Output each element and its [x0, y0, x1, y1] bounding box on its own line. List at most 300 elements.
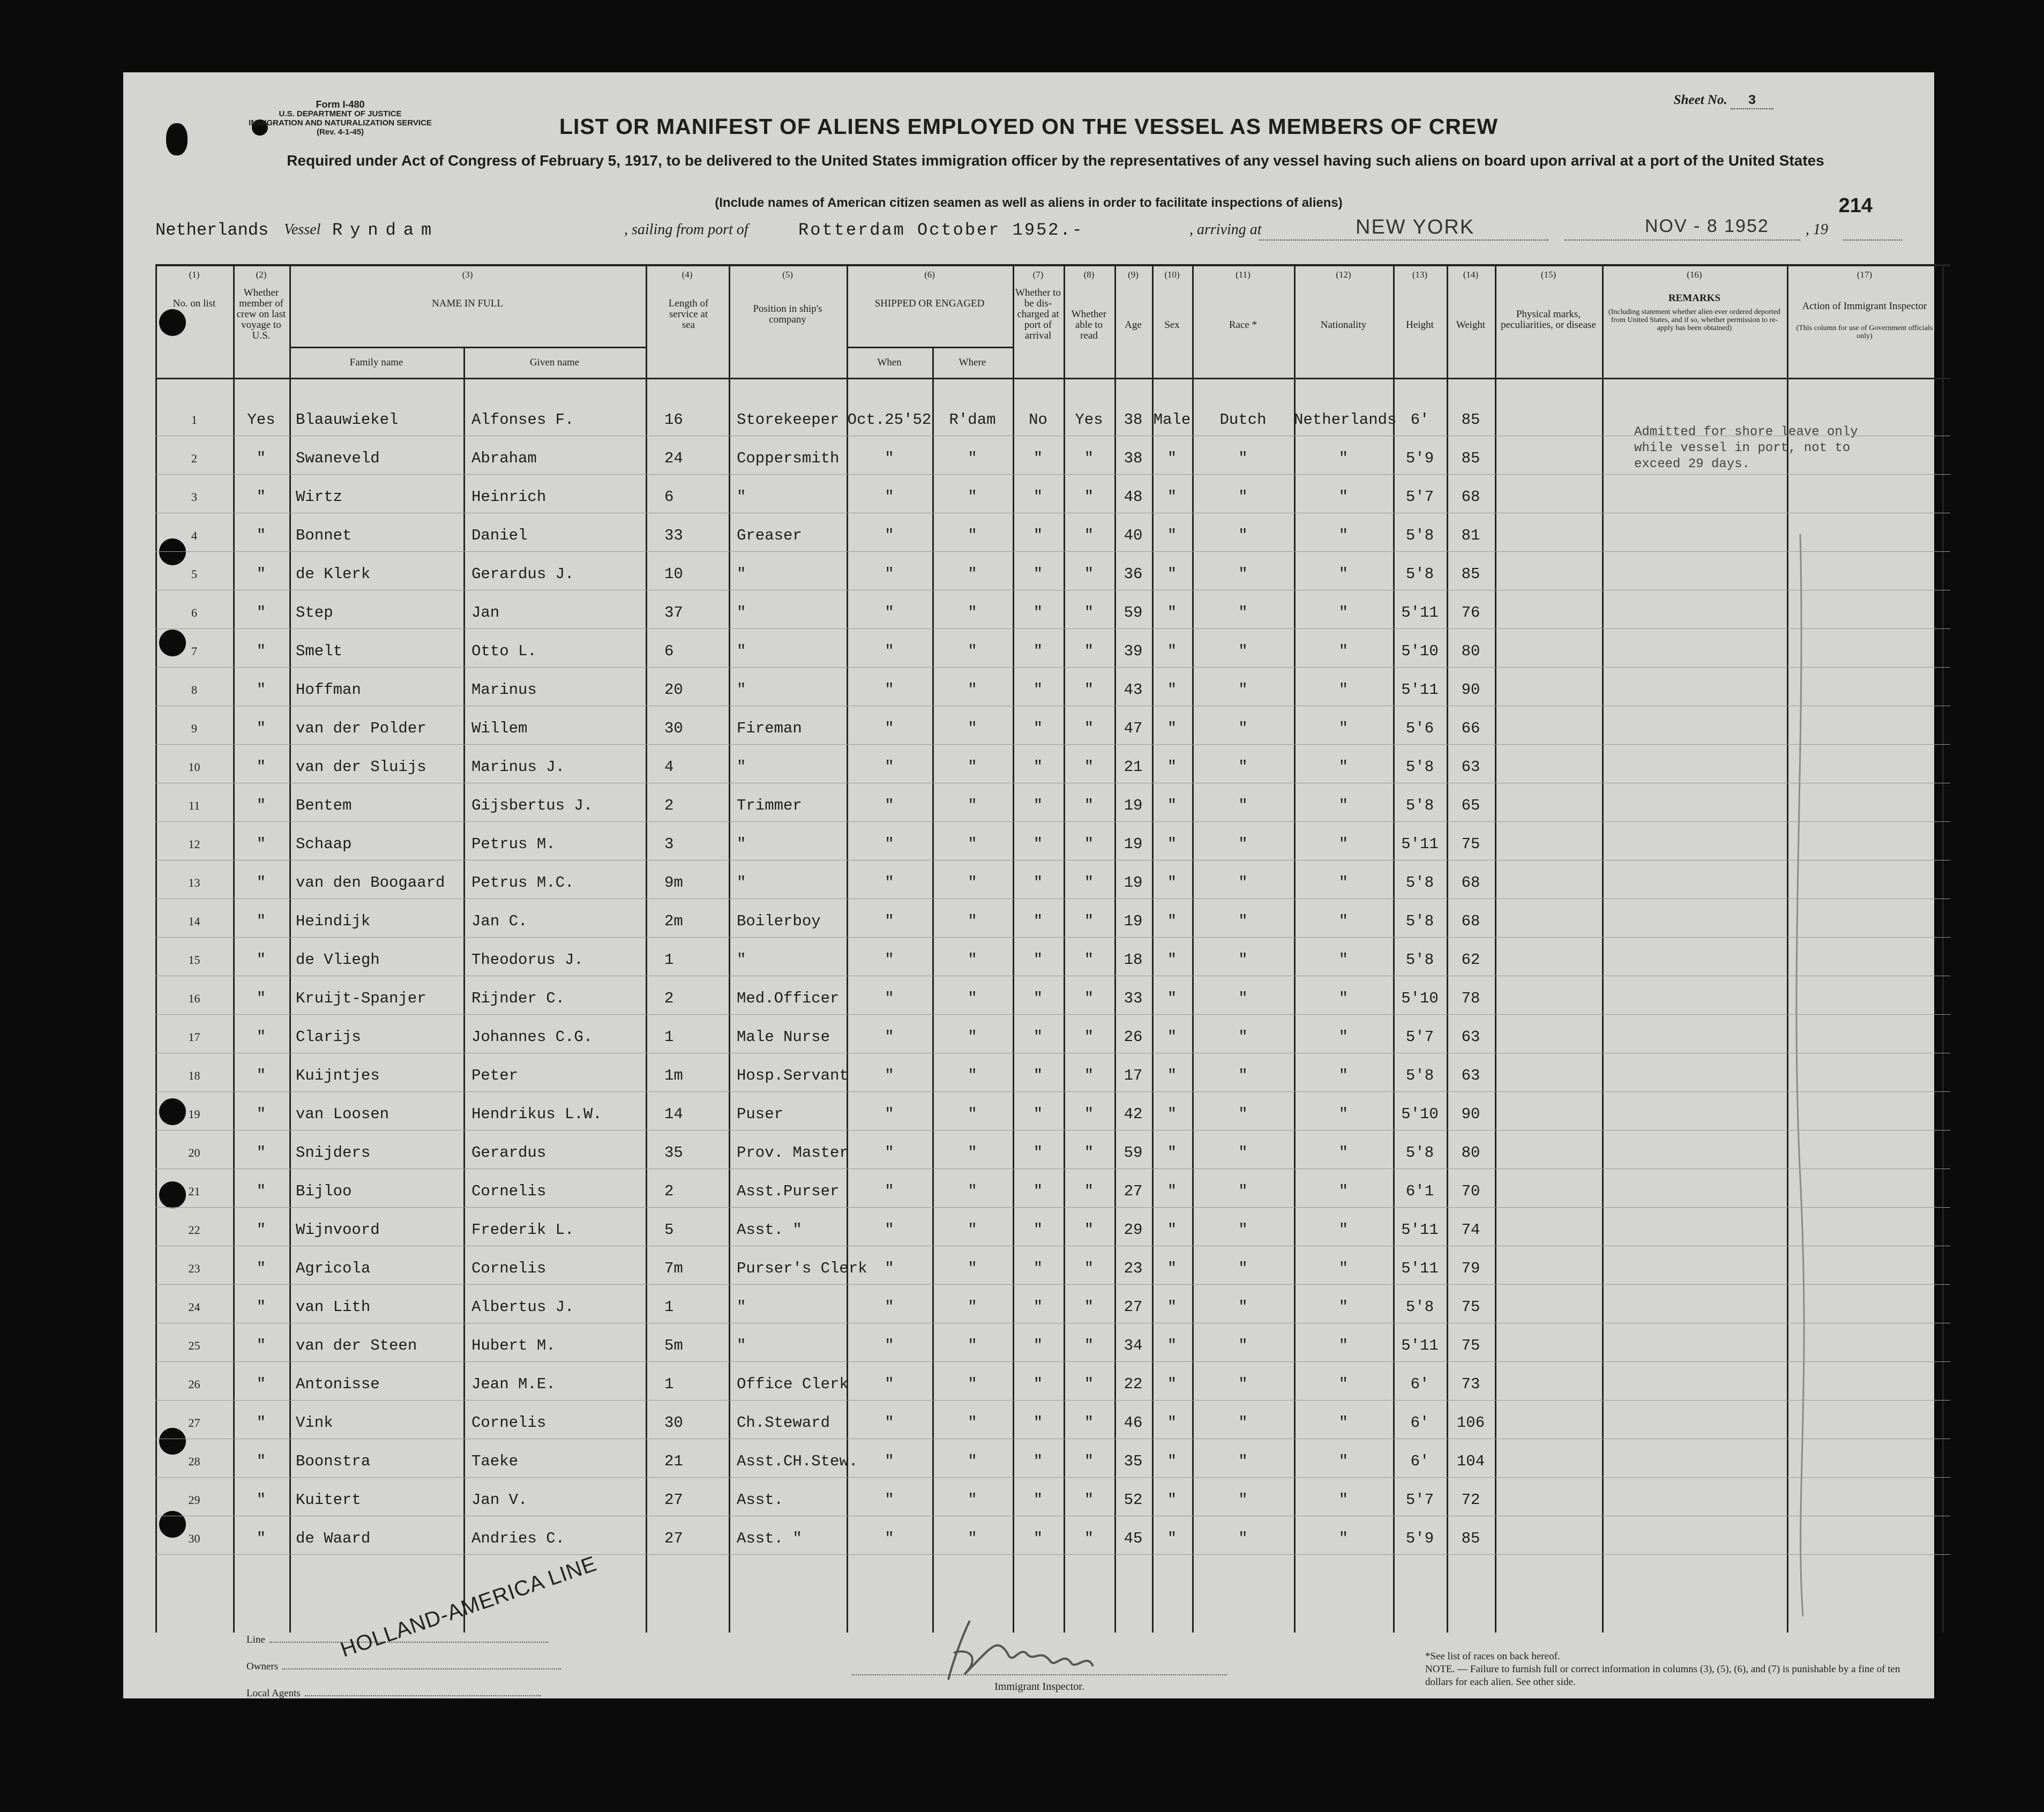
- cell-height: 5'7: [1405, 1491, 1434, 1509]
- cell-weight: 90: [1461, 1105, 1480, 1123]
- cell-service: 2: [664, 797, 674, 814]
- cell-position: ": [737, 758, 746, 776]
- cell-nat: ": [1338, 681, 1349, 699]
- cell-no: 10: [188, 760, 200, 774]
- col-num: (13): [1412, 269, 1428, 280]
- cell-given: Frederik L.: [471, 1221, 574, 1239]
- cell-read: ": [1084, 1144, 1094, 1162]
- cell-family: de Vliegh: [296, 951, 380, 969]
- cell-height: 5'11: [1401, 1337, 1439, 1354]
- cell-no: 25: [188, 1339, 200, 1352]
- cell-member: ": [256, 1067, 266, 1084]
- cell-disch: ": [1033, 1414, 1043, 1432]
- cell-family: Bijloo: [296, 1182, 352, 1200]
- cell-weight: 106: [1456, 1414, 1485, 1432]
- cell-height: 5'8: [1405, 527, 1434, 544]
- col-num: (9): [1128, 269, 1139, 280]
- cell-no: 19: [188, 1107, 200, 1121]
- cell-member: ": [256, 1491, 266, 1509]
- cell-sex: ": [1167, 835, 1177, 853]
- cell-race: ": [1238, 604, 1248, 622]
- cell-weight: 85: [1461, 450, 1480, 467]
- cell-position: Hosp.Servant: [737, 1067, 849, 1084]
- cell-family: Swaneveld: [296, 450, 380, 467]
- cell-sex: ": [1167, 1182, 1177, 1200]
- cell-service: 35: [664, 1144, 683, 1162]
- cell-read: ": [1084, 681, 1094, 699]
- cell-where: ": [968, 1260, 977, 1277]
- cell-position: Coppersmith: [737, 450, 840, 467]
- cell-race: ": [1238, 1105, 1248, 1123]
- cell-disch: ": [1033, 1452, 1043, 1470]
- row-rule: [155, 667, 1950, 668]
- cell-no: 20: [188, 1146, 200, 1159]
- cell-race: ": [1238, 1491, 1248, 1509]
- cell-no: 15: [188, 953, 200, 967]
- cell-nat: ": [1338, 1260, 1349, 1277]
- cell-age: 19: [1124, 874, 1143, 892]
- cell-when: ": [885, 758, 894, 776]
- cell-nat: ": [1338, 1298, 1349, 1316]
- cell-weight: 81: [1461, 527, 1480, 544]
- cell-nat: ": [1338, 835, 1349, 853]
- cell-sex: ": [1167, 1260, 1177, 1277]
- row-rule: [155, 1400, 1950, 1401]
- cell-race: ": [1238, 1182, 1248, 1200]
- cell-where: ": [968, 1067, 977, 1084]
- cell-where: ": [968, 488, 977, 506]
- cell-position: Prov. Master: [737, 1144, 849, 1162]
- cell-race: ": [1238, 488, 1248, 506]
- cell-sex: ": [1167, 642, 1177, 660]
- document-title: LIST OR MANIFEST OF ALIENS EMPLOYED ON THE VESSEL AS MEMBERS OF CREW: [559, 114, 1499, 139]
- cell-service: 1m: [664, 1067, 683, 1084]
- cell-when: ": [885, 527, 894, 544]
- owners-label: Owners: [246, 1661, 279, 1672]
- cell-read: ": [1084, 797, 1094, 814]
- cell-disch: ": [1033, 1105, 1043, 1123]
- cell-height: 5'8: [1405, 1298, 1434, 1316]
- row-rule: [155, 1284, 1950, 1285]
- cell-race: ": [1238, 835, 1248, 853]
- cell-race: ": [1238, 1414, 1248, 1432]
- cell-family: Schaap: [296, 835, 352, 853]
- cell-nat: ": [1338, 951, 1349, 969]
- cell-read: ": [1084, 1491, 1094, 1509]
- cell-weight: 63: [1461, 1067, 1480, 1084]
- cell-where: ": [968, 604, 977, 622]
- cell-read: ": [1084, 1221, 1094, 1239]
- cell-service: 27: [664, 1530, 683, 1547]
- cell-read: ": [1084, 1298, 1094, 1316]
- cell-read: ": [1084, 1067, 1094, 1084]
- sheet-value: 3: [1731, 93, 1773, 109]
- cell-race: ": [1238, 1028, 1248, 1046]
- cell-age: 47: [1124, 720, 1143, 737]
- cell-service: 6: [664, 488, 674, 506]
- cell-service: 6: [664, 642, 674, 660]
- cell-when: ": [885, 1221, 894, 1239]
- col-num: (7): [1032, 269, 1044, 280]
- cell-nat: ": [1338, 1028, 1349, 1046]
- cell-weight: 79: [1461, 1260, 1480, 1277]
- cell-no: 12: [188, 837, 200, 851]
- cell-weight: 68: [1461, 488, 1480, 506]
- immigrant-inspector-label: Immigrant Inspector.: [852, 1674, 1227, 1693]
- header-able-read: Whether able to read: [1071, 309, 1107, 341]
- col-num: (17): [1856, 269, 1873, 280]
- cell-where: ": [968, 951, 977, 969]
- cell-family: Agricola: [296, 1260, 371, 1277]
- cell-service: 14: [664, 1105, 683, 1123]
- cell-read: Yes: [1075, 411, 1103, 429]
- cell-where: ": [968, 912, 977, 930]
- cell-member: ": [256, 835, 266, 853]
- cell-disch: ": [1033, 1337, 1043, 1354]
- cell-height: 5'7: [1405, 488, 1434, 506]
- col-num: (11): [1236, 269, 1251, 280]
- cell-race: ": [1238, 990, 1248, 1007]
- cell-disch: ": [1033, 1067, 1043, 1084]
- cell-age: 17: [1124, 1067, 1143, 1084]
- cell-sex: ": [1167, 1221, 1177, 1239]
- cell-height: 5'8: [1405, 874, 1434, 892]
- cell-weight: 68: [1461, 874, 1480, 892]
- cell-given: Jan C.: [471, 912, 528, 930]
- cell-nat: ": [1338, 642, 1349, 660]
- cell-when: ": [885, 681, 894, 699]
- cell-when: ": [885, 1260, 894, 1277]
- cell-family: Heindijk: [296, 912, 371, 930]
- cell-service: 21: [664, 1452, 683, 1470]
- cell-family: Boonstra: [296, 1452, 371, 1470]
- cell-read: ": [1084, 1105, 1094, 1123]
- cell-no: 8: [191, 683, 197, 697]
- cell-race: Dutch: [1219, 411, 1267, 429]
- cell-age: 39: [1124, 642, 1143, 660]
- cell-given: Daniel: [471, 527, 528, 544]
- cell-weight: 74: [1461, 1221, 1480, 1239]
- cell-position: ": [737, 642, 746, 660]
- header-where: Where: [959, 357, 986, 368]
- cell-where: ": [968, 681, 977, 699]
- cell-weight: 68: [1461, 912, 1480, 930]
- cell-member: ": [256, 1144, 266, 1162]
- cell-service: 24: [664, 450, 683, 467]
- cell-race: ": [1238, 1144, 1248, 1162]
- cell-nat: ": [1338, 450, 1349, 467]
- cell-race: ": [1238, 874, 1248, 892]
- cell-given: Heinrich: [471, 488, 546, 506]
- cell-where: ": [968, 1144, 977, 1162]
- cell-when: ": [885, 990, 894, 1007]
- cell-disch: ": [1033, 797, 1043, 814]
- cell-height: 5'9: [1405, 450, 1434, 467]
- cell-position: ": [737, 874, 746, 892]
- cell-nat: ": [1338, 912, 1349, 930]
- cell-position: ": [737, 835, 746, 853]
- cell-service: 2: [664, 1182, 674, 1200]
- cell-nat: ": [1338, 874, 1349, 892]
- cell-height: 5'8: [1405, 565, 1434, 583]
- cell-position: Asst.Purser: [737, 1182, 840, 1200]
- cell-position: ": [737, 565, 746, 583]
- cell-sex: ": [1167, 1530, 1177, 1547]
- cell-family: van Lith: [296, 1298, 371, 1316]
- cell-nat: ": [1338, 1337, 1349, 1354]
- cell-read: ": [1084, 1375, 1094, 1393]
- cell-no: 1: [191, 413, 197, 426]
- cell-race: ": [1238, 912, 1248, 930]
- row-rule: [155, 744, 1950, 745]
- cell-height: 6': [1410, 1375, 1429, 1393]
- cell-height: 5'6: [1405, 720, 1434, 737]
- cell-sex: ": [1167, 912, 1177, 930]
- header-physical: Physical marks, peculiarities, or disease: [1501, 309, 1596, 331]
- cell-read: ": [1084, 1452, 1094, 1470]
- cell-no: 3: [191, 490, 197, 504]
- cell-read: ": [1084, 1530, 1094, 1547]
- cell-read: ": [1084, 1028, 1094, 1046]
- cell-family: van der Polder: [296, 720, 426, 737]
- cell-service: 9m: [664, 874, 683, 892]
- cell-sex: ": [1167, 450, 1177, 467]
- cell-weight: 62: [1461, 951, 1480, 969]
- cell-sex: ": [1167, 1491, 1177, 1509]
- cell-where: ": [968, 565, 977, 583]
- cell-family: Step: [296, 604, 333, 622]
- cell-read: ": [1084, 720, 1094, 737]
- cell-position: Asst.CH.Stew.: [737, 1452, 858, 1470]
- cell-disch: ": [1033, 488, 1043, 506]
- cell-race: ": [1238, 642, 1248, 660]
- vessel-line: [155, 216, 1913, 244]
- cell-where: ": [968, 835, 977, 853]
- header-discharged: Whether to be dis-charged at port of arrival: [1015, 287, 1061, 341]
- line-label: Line: [246, 1634, 265, 1645]
- cell-service: 10: [664, 565, 683, 583]
- cell-nat: ": [1338, 604, 1349, 622]
- cell-family: Kuijntjes: [296, 1067, 380, 1084]
- cell-sex: ": [1167, 1337, 1177, 1354]
- cell-no: 6: [191, 606, 197, 619]
- row-rule: [155, 1014, 1950, 1015]
- header-when: When: [877, 357, 902, 368]
- row-rule: [155, 898, 1950, 899]
- cell-age: 19: [1124, 797, 1143, 814]
- cell-when: ": [885, 1298, 894, 1316]
- cell-sex: ": [1167, 1298, 1177, 1316]
- cell-read: ": [1084, 835, 1094, 853]
- cell-no: 16: [188, 992, 200, 1005]
- cell-read: ": [1084, 527, 1094, 544]
- cell-service: 27: [664, 1491, 683, 1509]
- cell-where: ": [968, 1414, 977, 1432]
- cell-read: ": [1084, 990, 1094, 1007]
- page-number: 214: [1838, 194, 1873, 217]
- cell-position: ": [737, 951, 746, 969]
- cell-given: Marinus J.: [471, 758, 565, 776]
- cell-nat: ": [1338, 1221, 1349, 1239]
- cell-member: ": [256, 951, 266, 969]
- cell-no: 27: [188, 1416, 200, 1429]
- cell-family: Clarijs: [296, 1028, 361, 1046]
- cell-where: ": [968, 990, 977, 1007]
- cell-given: Gijsbertus J.: [471, 797, 593, 814]
- cell-service: 1: [664, 1298, 674, 1316]
- cell-weight: 66: [1461, 720, 1480, 737]
- cell-member: ": [256, 565, 266, 583]
- cell-nat: ": [1338, 797, 1349, 814]
- cell-service: 30: [664, 1414, 683, 1432]
- cell-age: 36: [1124, 565, 1143, 583]
- cell-height: 5'11: [1401, 1221, 1439, 1239]
- cell-position: Office Clerk: [737, 1375, 849, 1393]
- cell-when: ": [885, 1105, 894, 1123]
- cell-weight: 63: [1461, 1028, 1480, 1046]
- cell-no: 24: [188, 1300, 200, 1314]
- cell-family: Bentem: [296, 797, 352, 814]
- cell-position: Fireman: [737, 720, 802, 737]
- cell-family: Kuitert: [296, 1491, 361, 1509]
- ink-marks: [155, 266, 1950, 1633]
- cell-member: ": [256, 1298, 266, 1316]
- cell-height: 5'8: [1405, 758, 1434, 776]
- cell-given: Peter: [471, 1067, 519, 1084]
- cell-when: ": [885, 1182, 894, 1200]
- cell-read: ": [1084, 758, 1094, 776]
- cell-where: ": [968, 797, 977, 814]
- cell-where: ": [968, 1530, 977, 1547]
- cell-no: 21: [188, 1185, 200, 1198]
- cell-service: 30: [664, 720, 683, 737]
- cell-disch: ": [1033, 1144, 1043, 1162]
- cell-where: ": [968, 1182, 977, 1200]
- cell-service: 1: [664, 1028, 674, 1046]
- cell-age: 19: [1124, 835, 1143, 853]
- cell-height: 5'11: [1401, 1260, 1439, 1277]
- col-num: (3): [462, 269, 473, 280]
- cell-no: 2: [191, 452, 197, 465]
- header-weight: Weight: [1456, 319, 1486, 331]
- cell-height: 5'11: [1401, 604, 1439, 622]
- cell-given: Petrus M.C.: [471, 874, 574, 892]
- cell-weight: 75: [1461, 1337, 1480, 1354]
- cell-age: 27: [1124, 1182, 1143, 1200]
- owners-field: [246, 1661, 561, 1673]
- cell-weight: 76: [1461, 604, 1480, 622]
- cell-family: de Waard: [296, 1530, 371, 1547]
- cell-given: Johannes C.G.: [471, 1028, 593, 1046]
- cell-member: ": [256, 1182, 266, 1200]
- cell-position: Storekeeper: [737, 411, 840, 429]
- col-num: (4): [682, 269, 693, 280]
- cell-service: 5: [664, 1221, 674, 1239]
- cell-member: ": [256, 912, 266, 930]
- cell-member: ": [256, 1105, 266, 1123]
- cell-height: 5'8: [1405, 951, 1434, 969]
- cell-service: 37: [664, 604, 683, 622]
- cell-height: 5'8: [1405, 912, 1434, 930]
- cell-no: 4: [191, 529, 197, 542]
- cell-nat: ": [1338, 1067, 1349, 1084]
- cell-given: Hubert M.: [471, 1337, 556, 1354]
- cell-nat: ": [1338, 488, 1349, 506]
- cell-age: 59: [1124, 604, 1143, 622]
- header-name-in-full: NAME IN FULL: [432, 298, 503, 309]
- header-action: Action of Immigrant Inspector: [1802, 301, 1927, 312]
- col-num: (16): [1687, 269, 1702, 280]
- cell-read: ": [1084, 642, 1094, 660]
- cell-position: Trimmer: [737, 797, 802, 814]
- cell-height: 6': [1410, 411, 1429, 429]
- cell-member: ": [256, 1452, 266, 1470]
- cell-height: 5'8: [1405, 1144, 1434, 1162]
- cell-member: ": [256, 1530, 266, 1547]
- cell-service: 3: [664, 835, 674, 853]
- cell-where: ": [968, 1105, 977, 1123]
- cell-age: 26: [1124, 1028, 1143, 1046]
- cell-weight: 72: [1461, 1491, 1480, 1509]
- cell-sex: ": [1167, 874, 1177, 892]
- cell-disch: ": [1033, 1530, 1043, 1547]
- cell-given: Willem: [471, 720, 528, 737]
- cell-height: 5'10: [1401, 990, 1439, 1007]
- cell-weight: 85: [1461, 411, 1480, 429]
- cell-member: ": [256, 1221, 266, 1239]
- cell-weight: 73: [1461, 1375, 1480, 1393]
- cell-age: 46: [1124, 1414, 1143, 1432]
- cell-member: ": [256, 874, 266, 892]
- cell-where: ": [968, 527, 977, 544]
- cell-disch: ": [1033, 604, 1043, 622]
- cell-position: Puser: [737, 1105, 784, 1123]
- cell-given: Albertus J.: [471, 1298, 574, 1316]
- cell-age: 35: [1124, 1452, 1143, 1470]
- cell-race: ": [1238, 565, 1248, 583]
- header-position: Position in ship's company: [753, 303, 822, 325]
- row-rule: [155, 628, 1950, 629]
- cell-when: ": [885, 1028, 894, 1046]
- cell-race: ": [1238, 1221, 1248, 1239]
- cell-family: Wirtz: [296, 488, 343, 506]
- cell-disch: ": [1033, 758, 1043, 776]
- cell-race: ": [1238, 797, 1248, 814]
- cell-race: ": [1238, 450, 1248, 467]
- cell-race: ": [1238, 951, 1248, 969]
- cell-disch: ": [1033, 1221, 1043, 1239]
- cell-position: Ch.Steward: [737, 1414, 830, 1432]
- cell-position: Asst. ": [737, 1530, 802, 1547]
- cell-when: ": [885, 642, 894, 660]
- header-action-note: (This column for use of Government officials only): [1796, 324, 1933, 340]
- cell-disch: ": [1033, 1375, 1043, 1393]
- crew-table: [155, 264, 1950, 1633]
- cell-age: 21: [1124, 758, 1143, 776]
- cell-given: Petrus M.: [471, 835, 556, 853]
- cell-family: Vink: [296, 1414, 333, 1432]
- cell-sex: ": [1167, 604, 1177, 622]
- cell-age: 33: [1124, 990, 1143, 1007]
- cell-height: 5'8: [1405, 1067, 1434, 1084]
- sheet-number: [1674, 93, 1773, 109]
- cell-disch: ": [1033, 990, 1043, 1007]
- cell-given: Theodorus J.: [471, 951, 583, 969]
- cell-read: ": [1084, 565, 1094, 583]
- arrival-date-stamp: NOV - 8 1952: [1645, 216, 1769, 236]
- cell-height: 5'11: [1401, 835, 1439, 853]
- cell-when: ": [885, 951, 894, 969]
